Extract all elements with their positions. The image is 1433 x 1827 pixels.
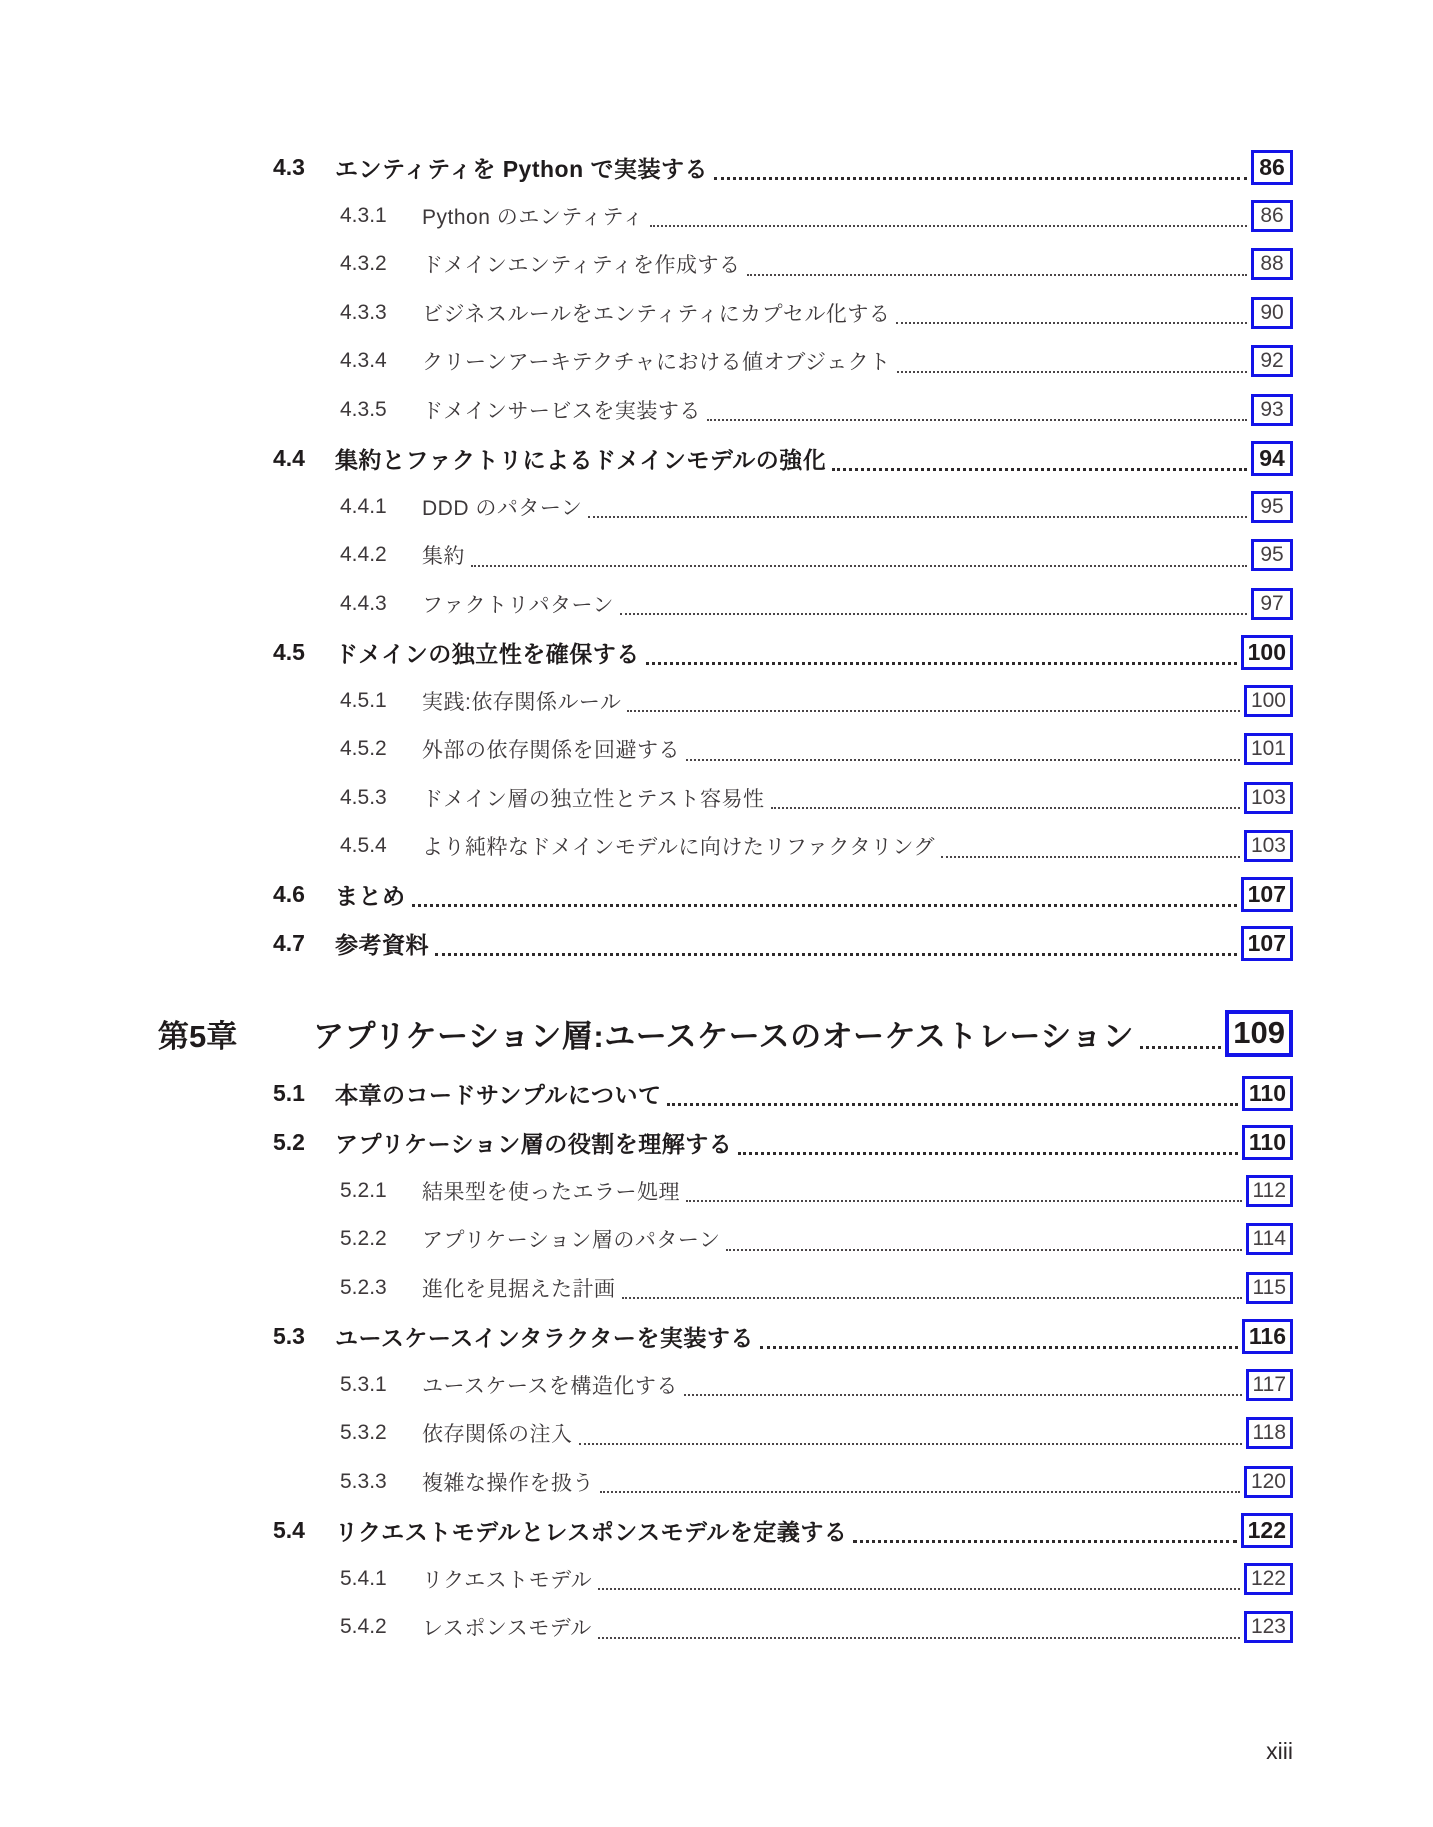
entry-number: 5.4.2 (340, 1615, 387, 1639)
page-number-link[interactable]: 107 (1241, 926, 1293, 961)
entry-title: アプリケーション層のパターン (422, 1229, 721, 1253)
page-number-link[interactable]: 122 (1241, 1513, 1293, 1548)
page-number-link[interactable]: 117 (1246, 1369, 1293, 1401)
dot-leader (620, 613, 1247, 615)
entry-title: レスポンスモデル (422, 1617, 592, 1641)
entry-number: 4.5 (273, 638, 305, 665)
entry-number: 5.2.2 (340, 1227, 387, 1251)
toc-entry (0, 531, 1433, 580)
toc-entry (0, 289, 1433, 338)
entry-number: 5.1 (273, 1080, 305, 1107)
toc-entry (0, 1409, 1433, 1458)
page-number-link[interactable]: 101 (1244, 733, 1293, 765)
entry-title: エンティティを Python で実装する (335, 155, 709, 182)
entry-title: ドメインエンティティを作成する (422, 254, 741, 278)
dot-leader (747, 274, 1247, 276)
page-number-link[interactable]: 90 (1251, 297, 1293, 329)
entry-number: 4.3.5 (340, 397, 387, 421)
toc-entry (0, 240, 1433, 289)
entry-number: 4.4 (273, 444, 305, 471)
entry-number: 5.3.3 (340, 1469, 387, 1493)
entry-title: 依存関係の注入 (422, 1423, 573, 1447)
entry-number: 4.5.2 (340, 737, 387, 761)
page-number-link[interactable]: 107 (1241, 877, 1293, 912)
dot-leader (714, 177, 1247, 180)
dot-leader (667, 1103, 1237, 1106)
page-number-link[interactable]: 122 (1244, 1563, 1293, 1595)
toc-entry (0, 1361, 1433, 1410)
toc-entry (0, 725, 1433, 774)
dot-leader (650, 225, 1247, 227)
dot-leader (738, 1152, 1238, 1155)
dot-leader (686, 759, 1240, 761)
entry-number: 5.3.1 (340, 1372, 387, 1396)
entry-number: 4.6 (273, 881, 305, 908)
dot-leader (598, 1637, 1240, 1639)
entry-number: 4.4.1 (340, 494, 387, 518)
entry-number: 4.3 (273, 153, 305, 180)
entry-number: 4.3.1 (340, 203, 387, 227)
entry-title: 実践:依存関係ルール (422, 690, 622, 714)
dot-leader (598, 1588, 1240, 1590)
page-number-link[interactable]: 123 (1244, 1611, 1293, 1643)
toc-entry (0, 871, 1433, 920)
entry-number: 4.5.1 (340, 688, 387, 712)
page-number-link[interactable]: 100 (1244, 685, 1293, 717)
dot-leader (1140, 1046, 1221, 1049)
entry-title: Python のエンティティ (422, 205, 644, 229)
page-number-link[interactable]: 94 (1251, 441, 1293, 476)
entry-title: 本章のコードサンプルについて (335, 1082, 662, 1109)
page-number-link[interactable]: 86 (1251, 150, 1293, 185)
entry-number: 4.7 (273, 929, 305, 956)
toc-entry (0, 1215, 1433, 1264)
dot-leader (622, 1297, 1242, 1299)
dot-leader (600, 1491, 1240, 1493)
entry-number: 5.3 (273, 1322, 305, 1349)
page-number-link[interactable]: 114 (1246, 1223, 1293, 1255)
page-number-link[interactable]: 95 (1251, 491, 1293, 523)
entry-number: 5.3.2 (340, 1421, 387, 1445)
entry-number: 第5章 (158, 1019, 238, 1054)
toc-entry (0, 919, 1433, 968)
toc-entry (0, 386, 1433, 435)
page-number-link[interactable]: 109 (1225, 1010, 1293, 1057)
entry-number: 4.3.4 (340, 349, 387, 373)
dot-leader (760, 1346, 1238, 1349)
dot-leader (853, 1540, 1236, 1543)
entry-number: 4.5.4 (340, 834, 387, 858)
toc-entry (0, 483, 1433, 532)
entry-title: 参考資料 (335, 931, 429, 958)
page-number-link[interactable]: 116 (1242, 1319, 1293, 1354)
toc-entry (0, 1506, 1433, 1555)
toc-entry (0, 1603, 1433, 1652)
page-number-link[interactable]: 100 (1241, 635, 1293, 670)
entry-title: より純粋なドメインモデルに向けたリファクタリング (422, 836, 936, 860)
dot-leader (707, 419, 1247, 421)
entry-title: 結果型を使ったエラー処理 (422, 1180, 680, 1204)
page-number-link[interactable]: 120 (1244, 1466, 1293, 1498)
entry-title: DDD のパターン (422, 496, 583, 520)
entry-title: まとめ (335, 883, 406, 910)
toc-entry (0, 1070, 1433, 1119)
footer-page-number: xiii (1266, 1738, 1293, 1764)
entry-title: 外部の依存関係を回避する (422, 739, 680, 763)
entry-title: ドメインの独立性を確保する (335, 640, 640, 667)
page-number-link[interactable]: 110 (1242, 1076, 1293, 1111)
page-number-link[interactable]: 118 (1246, 1417, 1293, 1449)
dot-leader (471, 565, 1247, 567)
entry-number: 5.4.1 (340, 1566, 387, 1590)
entry-title: ドメイン層の独立性とテスト容易性 (422, 787, 765, 811)
dot-leader (897, 371, 1247, 373)
toc-entry (0, 1004, 1433, 1064)
entry-number: 4.5.3 (340, 785, 387, 809)
entry-number: 4.4.3 (340, 591, 387, 615)
toc-entry (0, 1118, 1433, 1167)
dot-leader (646, 662, 1237, 665)
toc-entry (0, 1555, 1433, 1604)
dot-leader (686, 1200, 1242, 1202)
toc-entry (0, 1458, 1433, 1507)
toc-entry (0, 1264, 1433, 1313)
toc-entry (0, 774, 1433, 823)
entry-title: 集約とファクトリによるドメインモデルの強化 (335, 446, 827, 473)
page-number-link[interactable]: 115 (1246, 1272, 1293, 1304)
entry-title: リクエストモデル (422, 1568, 593, 1592)
entry-title: ドメインサービスを実装する (422, 399, 701, 423)
toc-entry (0, 143, 1433, 192)
entry-number: 4.3.3 (340, 300, 387, 324)
page-number-link[interactable]: 95 (1251, 539, 1293, 571)
toc-entry (0, 1312, 1433, 1361)
page-number-link[interactable]: 110 (1242, 1125, 1293, 1160)
entry-title: クリーンアーキテクチャにおける値オブジェクト (422, 351, 891, 375)
entry-title: ユースケースを構造化する (422, 1374, 678, 1398)
entry-number: 5.4 (273, 1516, 305, 1543)
entry-title: ビジネスルールをエンティティにカプセル化する (422, 302, 891, 326)
page-number-link[interactable]: 92 (1251, 345, 1293, 377)
dot-leader (579, 1443, 1242, 1445)
toc-entry (0, 677, 1433, 726)
toc-entry (0, 337, 1433, 386)
dot-leader (896, 322, 1247, 324)
dot-leader (588, 516, 1247, 518)
dot-leader (412, 904, 1237, 907)
entry-number: 4.4.2 (340, 543, 387, 567)
dot-leader (435, 953, 1237, 956)
toc-entry (0, 192, 1433, 241)
page-number-link[interactable]: 103 (1244, 782, 1293, 814)
entry-number: 4.3.2 (340, 252, 387, 276)
toc-entry (0, 822, 1433, 871)
page-number-link[interactable]: 103 (1244, 830, 1293, 862)
page-number-link[interactable]: 88 (1251, 248, 1293, 280)
dot-leader (771, 807, 1240, 809)
page-number-link[interactable]: 93 (1251, 394, 1293, 426)
entry-number: 5.2.3 (340, 1275, 387, 1299)
page-number-link[interactable]: 112 (1246, 1175, 1293, 1207)
dot-leader (726, 1249, 1241, 1251)
entry-title: ユースケースインタラクターを実装する (335, 1324, 754, 1351)
dot-leader (941, 856, 1240, 858)
dot-leader (627, 710, 1240, 712)
toc-entry (0, 1167, 1433, 1216)
entry-title: 集約 (422, 545, 465, 569)
entry-number: 5.2 (273, 1128, 305, 1155)
toc (0, 143, 1433, 1652)
page-number-link[interactable]: 86 (1251, 200, 1293, 232)
entry-title: 進化を見据えた計画 (422, 1277, 616, 1301)
entry-title: アプリケーション層:ユースケースのオーケストレーション (313, 1019, 1135, 1054)
entry-title: アプリケーション層の役割を理解する (335, 1130, 733, 1157)
toc-entry (0, 628, 1433, 677)
entry-title: 複雑な操作を扱う (422, 1471, 594, 1495)
entry-title: リクエストモデルとレスポンスモデルを定義する (335, 1518, 848, 1545)
page-number-link[interactable]: 97 (1251, 588, 1293, 620)
dot-leader (684, 1394, 1242, 1396)
toc-entry (0, 580, 1433, 629)
dot-leader (832, 468, 1247, 471)
entry-number: 5.2.1 (340, 1178, 387, 1202)
entry-title: ファクトリパターン (422, 593, 615, 617)
toc-entry (0, 434, 1433, 483)
